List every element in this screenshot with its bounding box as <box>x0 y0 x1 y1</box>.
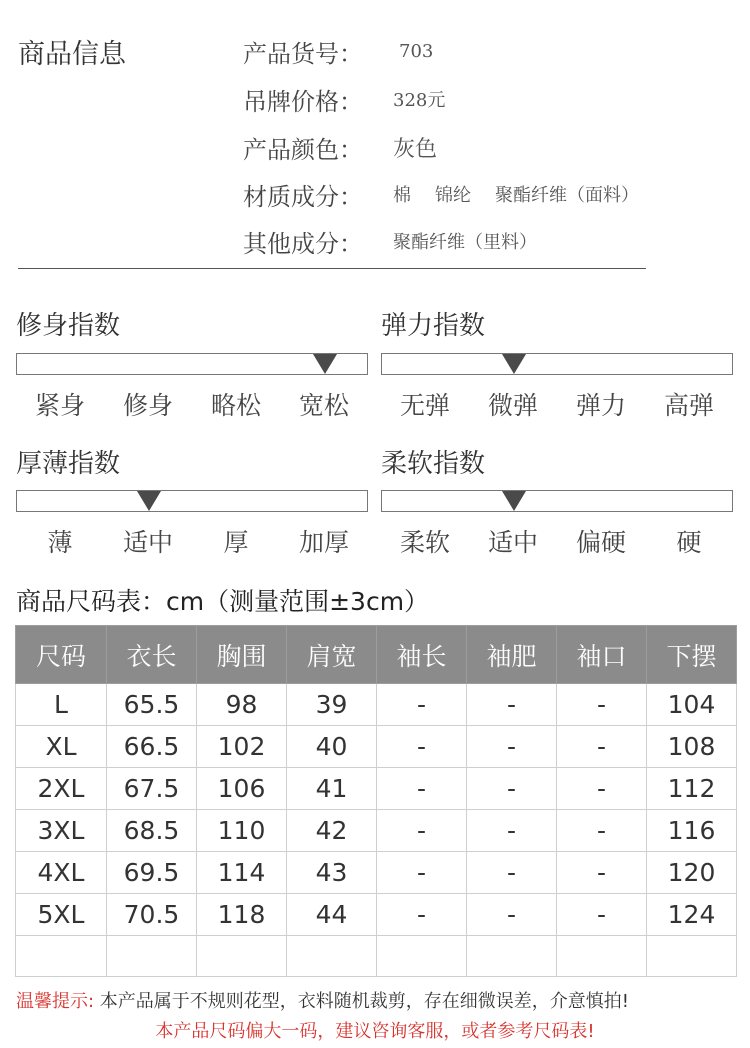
table-row <box>16 768 737 810</box>
table-cell: 3XL <box>16 810 107 852</box>
elasticity-index-marker <box>502 354 526 374</box>
elasticity-index-bar <box>381 353 733 375</box>
table-cell: - <box>377 894 467 936</box>
table-cell: L <box>16 684 107 726</box>
table-cell: 67.5 <box>107 768 197 810</box>
table-cell: 42 <box>287 810 377 852</box>
index-title-elasticity: 弹力指数 <box>381 311 486 341</box>
info-label: 其他成分： <box>243 229 363 258</box>
info-label: 产品货号： <box>243 39 363 68</box>
index-label: 弹力 <box>575 391 626 420</box>
table-cell: - <box>377 726 467 768</box>
table-header-cell: 袖肥 <box>467 626 557 684</box>
table-cell: 112 <box>647 768 737 810</box>
table-cell <box>377 936 467 977</box>
table-cell: - <box>377 684 467 726</box>
info-row-tag-price <box>243 79 445 119</box>
table-cell: XL <box>16 726 107 768</box>
info-value: 703 <box>399 40 434 62</box>
table-cell: - <box>467 894 557 936</box>
index-label: 修身 <box>122 391 173 420</box>
table-cell: 2XL <box>16 768 107 810</box>
table-cell: - <box>467 726 557 768</box>
table-cell: 4XL <box>16 852 107 894</box>
softness-index-labels <box>381 523 733 559</box>
index-title-softness: 柔软指数 <box>381 449 486 479</box>
table-cell <box>647 936 737 977</box>
size-table <box>15 625 737 977</box>
table-header-row <box>16 626 737 684</box>
info-value: 聚酯纤维（里料） <box>393 232 537 253</box>
table-cell: - <box>377 768 467 810</box>
index-label: 适中 <box>122 528 173 557</box>
table-cell <box>197 936 287 977</box>
table-cell: 124 <box>647 894 737 936</box>
table-row <box>16 852 737 894</box>
table-cell: 5XL <box>16 894 107 936</box>
softness-index-bar <box>381 490 733 512</box>
table-cell <box>557 936 647 977</box>
index-label: 宽松 <box>298 391 349 420</box>
note-line-1 <box>16 987 629 1013</box>
table-cell: 66.5 <box>107 726 197 768</box>
table-cell: - <box>557 726 647 768</box>
table-cell: 65.5 <box>107 684 197 726</box>
divider <box>18 268 646 269</box>
table-cell: 40 <box>287 726 377 768</box>
table-cell: - <box>557 810 647 852</box>
table-cell: 70.5 <box>107 894 197 936</box>
fit-index-marker <box>313 354 337 374</box>
table-cell: 110 <box>197 810 287 852</box>
table-cell: - <box>467 684 557 726</box>
table-cell: 41 <box>287 768 377 810</box>
table-cell: - <box>557 852 647 894</box>
table-cell <box>107 936 197 977</box>
info-row-other-material <box>243 221 537 261</box>
index-label: 紧身 <box>34 391 85 420</box>
softness-index-marker <box>502 491 526 511</box>
table-cell: 43 <box>287 852 377 894</box>
index-label: 加厚 <box>298 528 349 557</box>
elasticity-index-labels <box>381 386 733 422</box>
index-title-thickness: 厚薄指数 <box>16 449 121 479</box>
table-row <box>16 684 737 726</box>
table-header-cell: 衣长 <box>107 626 197 684</box>
table-cell: 69.5 <box>107 852 197 894</box>
table-header-cell: 胸围 <box>197 626 287 684</box>
index-label: 微弹 <box>487 391 538 420</box>
size-table-title: 商品尺码表：cm（测量范围±3cm） <box>16 587 430 616</box>
table-cell: 114 <box>197 852 287 894</box>
index-label: 硬 <box>676 528 702 557</box>
table-cell: - <box>377 810 467 852</box>
table-row <box>16 726 737 768</box>
note-line-2: 本产品尺码偏大一码，建议咨询客服，或者参考尺码表! <box>155 1021 595 1042</box>
info-value: 灰色 <box>393 136 438 162</box>
table-cell: - <box>467 810 557 852</box>
table-cell <box>16 936 107 977</box>
info-label: 吊牌价格： <box>243 87 363 116</box>
table-cell: 39 <box>287 684 377 726</box>
material-item: 锦纶 <box>435 185 471 206</box>
table-cell: 108 <box>647 726 737 768</box>
table-cell: - <box>557 768 647 810</box>
table-row <box>16 936 737 977</box>
table-cell: 44 <box>287 894 377 936</box>
info-label: 产品颜色： <box>243 135 363 164</box>
table-row <box>16 810 737 852</box>
table-header-cell: 肩宽 <box>287 626 377 684</box>
fit-index-labels <box>16 386 368 422</box>
index-label: 无弹 <box>399 391 450 420</box>
info-value <box>393 181 639 207</box>
table-cell: - <box>467 852 557 894</box>
thickness-index-marker <box>137 491 161 511</box>
index-title-fit: 修身指数 <box>16 311 121 341</box>
info-row-material <box>243 174 639 214</box>
table-cell <box>467 936 557 977</box>
table-header-cell: 袖长 <box>377 626 467 684</box>
info-row-item-number <box>243 31 433 71</box>
table-cell <box>287 936 377 977</box>
table-cell: - <box>467 768 557 810</box>
table-cell: - <box>377 852 467 894</box>
note-text: 本产品属于不规则花型，衣料随机裁剪，存在细微误差，介意慎拍! <box>94 991 630 1012</box>
index-label: 适中 <box>487 528 538 557</box>
info-label: 材质成分： <box>243 182 363 211</box>
thickness-index-labels <box>16 523 368 559</box>
index-label: 厚 <box>223 528 249 557</box>
material-item: 聚酯纤维（面料） <box>495 185 639 206</box>
table-cell: 104 <box>647 684 737 726</box>
index-label: 略松 <box>210 391 261 420</box>
index-label: 薄 <box>47 528 73 557</box>
index-label: 柔软 <box>399 528 450 557</box>
info-row-color <box>243 127 437 167</box>
table-header-cell: 袖口 <box>557 626 647 684</box>
table-cell: - <box>557 684 647 726</box>
table-cell: 68.5 <box>107 810 197 852</box>
table-row <box>16 894 737 936</box>
index-label: 高弹 <box>663 391 714 420</box>
note-hint-label: 温馨提示: <box>16 991 95 1012</box>
table-header-cell: 尺码 <box>16 626 107 684</box>
fit-index-bar <box>16 353 368 375</box>
index-label: 偏硬 <box>575 528 626 557</box>
material-item: 棉 <box>393 185 411 206</box>
thickness-index-bar <box>16 490 368 512</box>
product-info-title: 商品信息 <box>18 39 126 70</box>
table-cell: - <box>557 894 647 936</box>
table-header-cell: 下摆 <box>647 626 737 684</box>
table-cell: 118 <box>197 894 287 936</box>
table-cell: 98 <box>197 684 287 726</box>
info-value: 328元 <box>393 90 446 111</box>
table-cell: 116 <box>647 810 737 852</box>
table-cell: 102 <box>197 726 287 768</box>
table-cell: 120 <box>647 852 737 894</box>
table-cell: 106 <box>197 768 287 810</box>
